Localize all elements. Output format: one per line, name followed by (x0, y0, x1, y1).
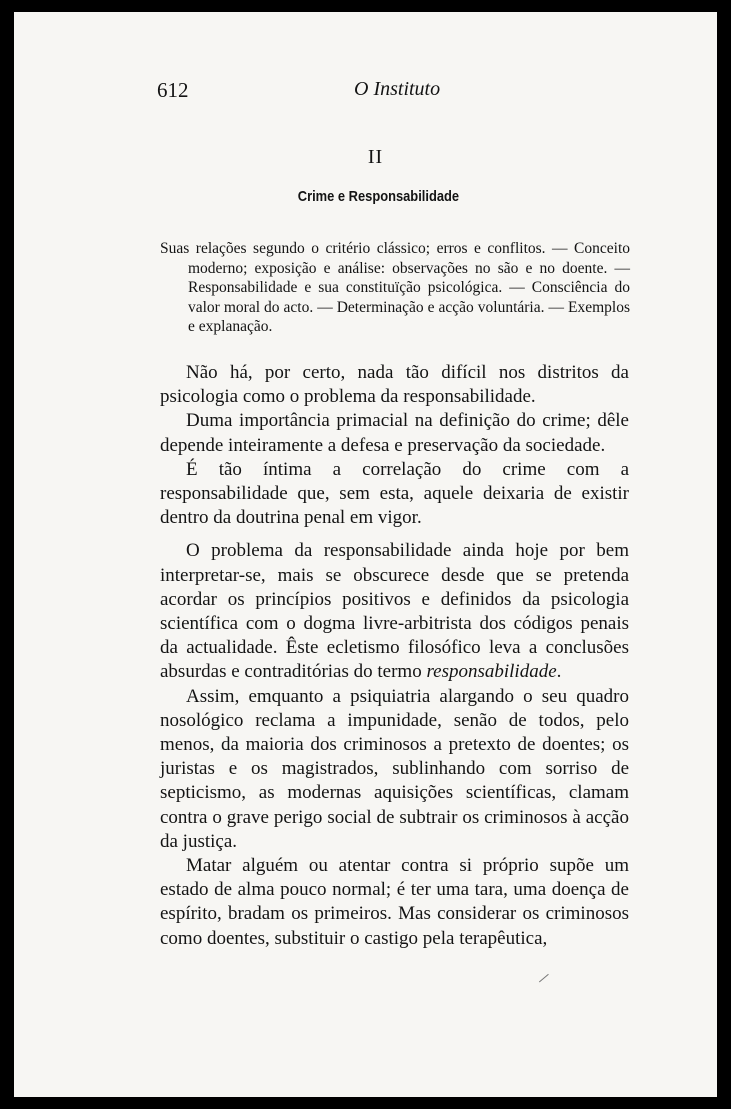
paragraph-1: Não há, por certo, nada tão difícil nos distritos da psicologia como o problema da responsabilidade. (160, 362, 629, 408)
book-page (14, 12, 717, 1097)
running-title: O Instituto (354, 78, 441, 100)
paragraph-6: Matar alguém ou atentar contra si próprio supõe um estado de alma pouco normal; é ter uma tara, uma doença de espírito, bradam os primeiros. Mas considerar os criminosos como doentes, substituir o castigo pela terapêutica, (160, 855, 629, 949)
paragraph-4 (160, 539, 629, 684)
chapter-summary-text: Suas relações segundo o critério clássico; erros e conflitos. — Conceito moderno; exposição e análise: observações no são e no doente. — Responsabilidade e sua constituïção psicológica. — Consciência do valor moral do acto. — Determinação e acção voluntária. — Exemplos e explanação. (160, 240, 630, 335)
chapter-number: II (367, 146, 384, 168)
paragraph-4-text: O problema da responsabilidade ainda hoje por bem interpretar-se, mais se obscurece desde que se pretenda acordar os princípios positivos e definidos da psicologia scientífica com o dogma livre-arbitrista dos códigos penais da actualidade. Êste ecletismo filosófico leva a conclusões absurdas e contraditórias do termo (160, 540, 629, 683)
running-head (14, 76, 717, 108)
body-text (160, 361, 629, 951)
paragraph-3: É tão íntima a correlação do crime com a responsabilidade que, sem esta, aquele deixaria de existir dentro da doutrina penal em vigor. (160, 458, 629, 529)
paragraph-4-term: responsabilidade (426, 661, 557, 683)
paragraph-2: Duma importância primacial na definição do crime; dêle depende inteiramente a defesa e preservação da sociedade. (160, 410, 629, 456)
pencil-mark-icon (531, 965, 549, 983)
chapter-summary (160, 239, 630, 337)
chapter-title: Crime e Responsabilidade (297, 188, 460, 205)
paragraph-4-end: . (556, 661, 562, 683)
paragraph-5: Assim, emquanto a psiquiatria alargando o seu quadro nosológico reclama a impunidade, senão de todos, pelo menos, da maioria dos criminosos a pretexto de doentes; os juristas e os magistrados, sublinhando com sorriso de septicismo, as modernas aquisições scientíficas, clamam contra o grave perigo social de subtrair os criminosos à acção da justiça. (160, 685, 629, 852)
page-number: 612 (157, 78, 189, 102)
